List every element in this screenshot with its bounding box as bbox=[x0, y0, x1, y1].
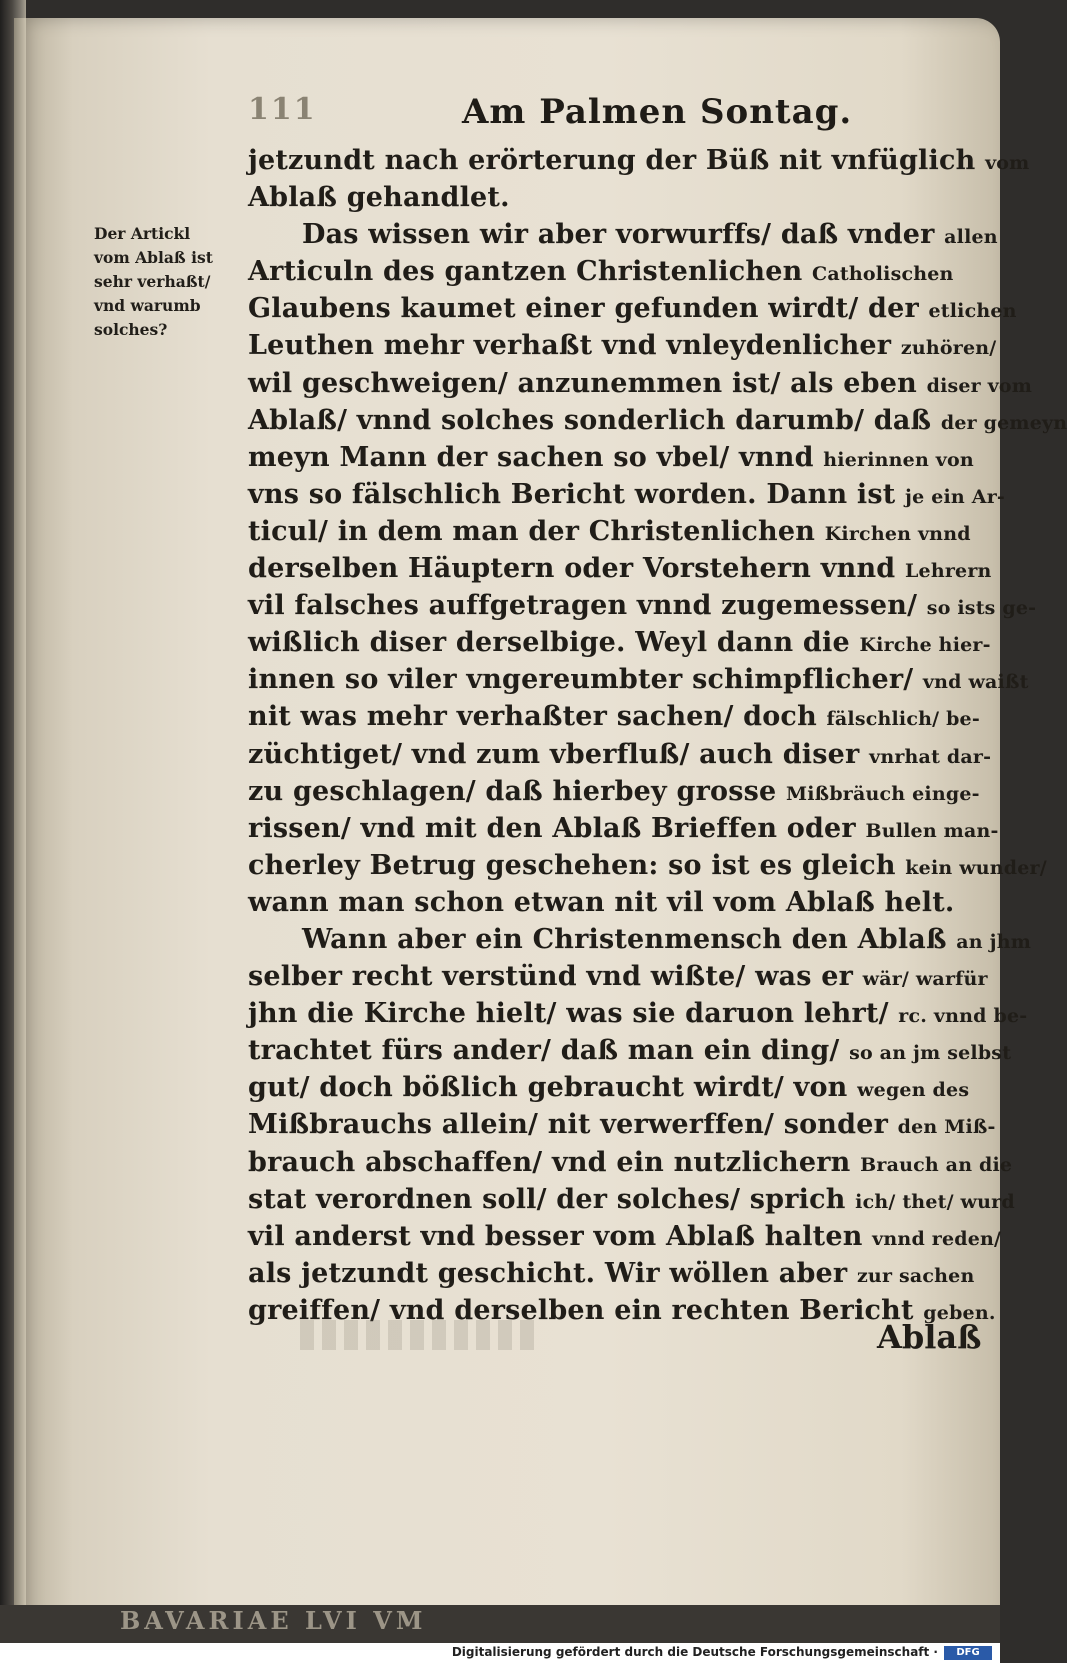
body-text bbox=[248, 142, 1067, 1329]
text-line-main: vil falsches auffgetragen vnnd zugemessen/ bbox=[248, 590, 918, 622]
text-line-main: cherley Betrug geschehen: so ist es gleich bbox=[248, 849, 896, 881]
text-line bbox=[248, 847, 1047, 884]
text-line-main: rissen/ vnd mit den Ablaß Brieffen oder bbox=[248, 812, 856, 844]
text-line bbox=[248, 810, 999, 847]
text-line-tail: Bullen man- bbox=[865, 819, 999, 842]
text-line-main: wißlich diser derselbige. Weyl dann die bbox=[248, 627, 850, 659]
text-line-tail: vnrhat dar- bbox=[869, 745, 992, 768]
margin-note-line: sehr verhaßt/ bbox=[94, 272, 211, 291]
text-line bbox=[248, 736, 992, 773]
text-line-tail: allen bbox=[944, 226, 998, 249]
text-line bbox=[248, 698, 988, 735]
dfg-logo: DFG bbox=[944, 1646, 992, 1660]
page-gutter bbox=[14, 18, 26, 1625]
text-line bbox=[248, 1255, 988, 1292]
text-line-tail: Brauch an die bbox=[860, 1153, 1013, 1176]
text-line-main: wil geschweigen/ anzunemmen ist/ als eben bbox=[248, 367, 917, 399]
text-line-main: jetzundt nach erörterung der Büß nit vnfüglich bbox=[248, 145, 976, 176]
text-line bbox=[248, 402, 1067, 439]
text-line-main: Das wissen wir aber vorwurffs/ daß vnder bbox=[302, 219, 935, 251]
text-line bbox=[248, 290, 1017, 327]
text-line-tail: so ists ge- bbox=[926, 597, 1037, 620]
text-line-main: vil anderst vnd besser vom Ablaß halten bbox=[248, 1220, 863, 1252]
page-header bbox=[240, 92, 960, 142]
text-line bbox=[248, 365, 1033, 402]
text-line-main: vns so fälschlich Bericht worden. Dann ist bbox=[248, 478, 896, 510]
text-line bbox=[248, 439, 988, 476]
text-line bbox=[248, 550, 992, 587]
text-line-tail: den Miß- bbox=[897, 1116, 996, 1139]
text-line-tail: hierinnen von bbox=[823, 448, 974, 471]
margin-note-line: vnd warumb bbox=[94, 296, 201, 315]
text-line-tail: fälschlich/ be- bbox=[826, 708, 980, 731]
text-line-main: als jetzundt geschicht. Wir wöllen aber bbox=[248, 1257, 848, 1289]
catchword: Ablaß bbox=[877, 1318, 982, 1356]
text-line bbox=[248, 1106, 996, 1143]
text-line-tail: Lehrern bbox=[904, 560, 992, 583]
running-title: Am Palmen Sontag. bbox=[462, 92, 853, 132]
bottom-print-fragment: BAVARIAE LVI VM bbox=[120, 1606, 427, 1635]
text-line bbox=[248, 624, 991, 661]
text-line-main: gut/ doch bößlich gebraucht wirdt/ von bbox=[248, 1072, 848, 1104]
text-line bbox=[248, 253, 988, 290]
text-line-tail: etlichen bbox=[928, 300, 1017, 323]
text-line-main: Ablaß gehandlet. bbox=[248, 182, 510, 214]
text-line-tail: Kirche hier- bbox=[859, 634, 991, 657]
text-line-main: Ablaß/ vnnd solches sonderlich darumb/ daß bbox=[248, 404, 932, 436]
text-line-tail: wegen des bbox=[857, 1079, 970, 1102]
text-line bbox=[248, 921, 1032, 958]
footer-credit: Digitalisierung gefördert durch die Deutsche Forschungsgemeinschaft · bbox=[451, 1645, 938, 1659]
text-line-main: Glaubens kaumet einer gefunden wirdt/ der bbox=[248, 293, 919, 325]
text-line-tail: je ein Ar- bbox=[905, 485, 1005, 508]
text-line-main: trachtet fürs ander/ daß man ein ding/ bbox=[248, 1035, 840, 1067]
text-line-tail: zuhören/ bbox=[900, 337, 997, 360]
page-number: 111 bbox=[248, 92, 317, 127]
text-line-tail: kein wunder/ bbox=[905, 856, 1047, 879]
text-line-main: Mißbrauchs allein/ nit verwerffen/ sonder bbox=[248, 1109, 889, 1141]
text-line-main: nit was mehr verhaßter sachen/ doch bbox=[248, 701, 817, 733]
text-line-tail: Mißbräuch einge- bbox=[786, 782, 980, 805]
footer-bar bbox=[0, 1643, 1000, 1663]
text-line bbox=[248, 661, 1029, 698]
text-line-main: derselben Häuptern oder Vorstehern vnnd bbox=[248, 553, 896, 585]
text-line bbox=[248, 179, 988, 216]
text-line-tail: der gemeyn bbox=[940, 411, 1067, 434]
text-line-main: innen so viler vngereumbter schimpflicher/ bbox=[248, 664, 914, 696]
text-line-tail: Catholischen bbox=[812, 263, 954, 286]
margin-note-line: vom Ablaß ist bbox=[94, 248, 213, 267]
text-line bbox=[248, 884, 988, 921]
text-line bbox=[248, 1032, 1012, 1069]
text-line bbox=[248, 142, 1030, 179]
text-line-main: jhn die Kirche hielt/ was sie daruon lehrt/ bbox=[248, 998, 889, 1030]
text-line-main: Leuthen mehr verhaßt vnd vnleydenlicher bbox=[248, 330, 892, 362]
text-line bbox=[248, 1181, 1015, 1218]
text-line-main: züchtiget/ vnd zum vberfluß/ auch diser bbox=[248, 738, 860, 770]
text-line-main: Wann aber ein Christenmensch den Ablaß bbox=[302, 923, 947, 955]
text-line-main: zu geschlagen/ daß hierbey grosse bbox=[248, 775, 777, 807]
text-line-tail: vom bbox=[985, 152, 1030, 174]
text-line-tail: wär/ warfür bbox=[862, 968, 988, 991]
text-line bbox=[248, 773, 988, 810]
ink-bleed-through bbox=[300, 1320, 540, 1350]
text-line bbox=[248, 1069, 988, 1106]
text-line-tail: zur sachen bbox=[856, 1264, 975, 1287]
text-line-main: brauch abschaffen/ vnd ein nutzlichern bbox=[248, 1146, 851, 1178]
text-line-main: selber recht verstünd vnd wißte/ was er bbox=[248, 961, 854, 993]
text-line-main: ticul/ in dem man der Christenlichen bbox=[248, 515, 816, 547]
text-line bbox=[248, 995, 1028, 1032]
text-line bbox=[248, 476, 1005, 513]
margin-note-line: solches? bbox=[94, 320, 168, 339]
text-line-tail: vnd waißt bbox=[922, 671, 1029, 694]
text-line bbox=[248, 587, 1037, 624]
text-line-main: meyn Mann der sachen so vbel/ vnnd bbox=[248, 441, 814, 473]
text-line-tail: an jhm bbox=[956, 930, 1032, 953]
text-line bbox=[248, 1218, 1002, 1255]
text-line bbox=[248, 958, 988, 995]
margin-note bbox=[94, 222, 242, 342]
text-line bbox=[248, 216, 998, 253]
text-line-tail: rc. vnnd be- bbox=[898, 1005, 1028, 1028]
text-line bbox=[248, 1144, 1013, 1181]
text-line-tail: vnnd reden/ bbox=[872, 1227, 1002, 1250]
text-line-main: stat verordnen soll/ der solches/ sprich bbox=[248, 1183, 846, 1215]
text-line bbox=[248, 327, 997, 364]
margin-note-line: Der Artickl bbox=[94, 224, 191, 243]
text-line-main: greiffen/ vnd derselben ein rechten Bericht bbox=[248, 1294, 914, 1326]
text-line-tail: ich/ thet/ wurd bbox=[855, 1190, 1015, 1213]
text-line bbox=[248, 513, 988, 550]
text-line-main: wann man schon etwan nit vil vom Ablaß helt. bbox=[248, 886, 955, 918]
text-line-tail: diser vom bbox=[926, 374, 1033, 397]
text-line-tail: geben. bbox=[923, 1301, 996, 1324]
text-line-tail: Kirchen vnnd bbox=[824, 522, 971, 545]
text-line-tail: so an jm selbst bbox=[849, 1042, 1012, 1065]
text-line-main: Articuln des gantzen Christenlichen bbox=[248, 256, 803, 288]
